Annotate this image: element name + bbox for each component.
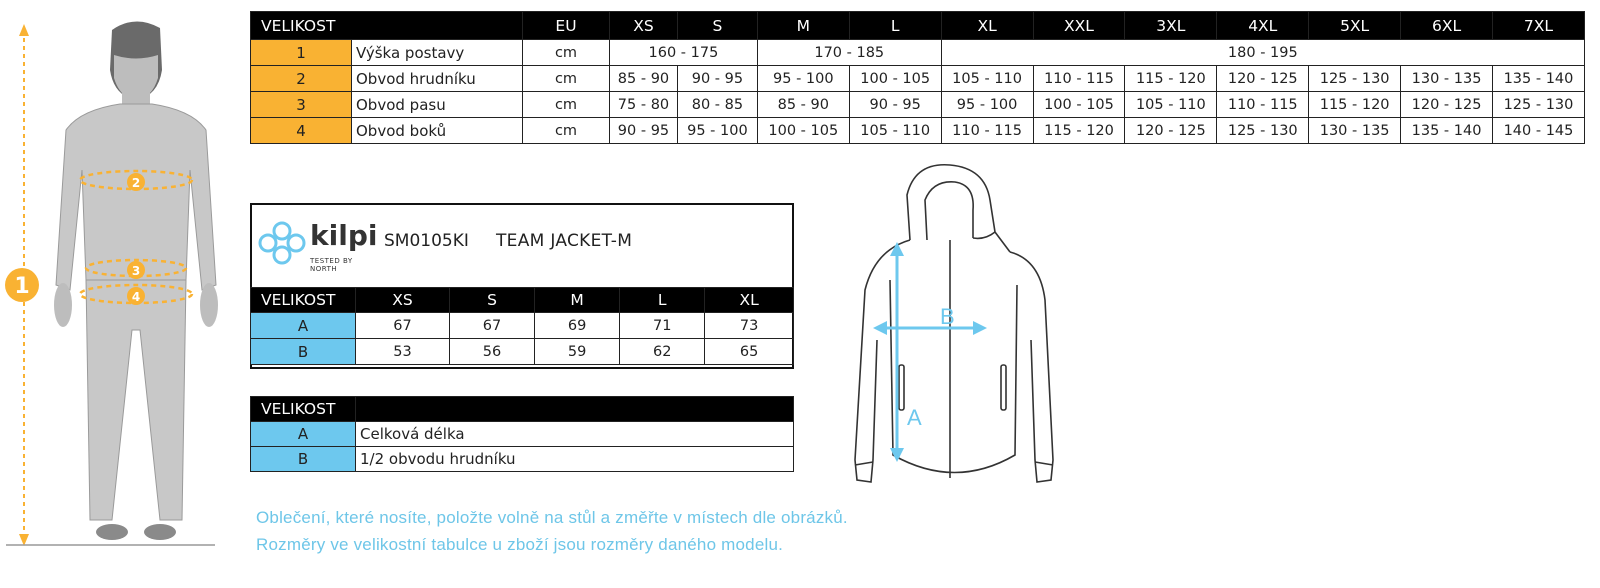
legend-row-b [251,447,794,472]
cell: 140 - 145 [1492,118,1584,144]
row-number: 1 [251,40,352,66]
svg-text:4: 4 [131,290,141,304]
row-label: Výška postavy [352,40,523,66]
cell: 65 [705,339,794,365]
cell: 130 - 135 [1401,66,1493,92]
cell: 90 - 95 [849,92,941,118]
cell: 105 - 110 [1125,92,1217,118]
label-a: A [907,405,922,430]
cell: 110 - 115 [1217,92,1309,118]
cell: 100 - 105 [849,66,941,92]
cell: 125 - 130 [1309,66,1401,92]
jacket-table-header [251,288,794,313]
cell: 67 [449,313,534,339]
cell: 95 - 100 [941,92,1033,118]
header-blank [356,397,794,422]
header-4xl: 4XL [1217,12,1309,40]
cell: 115 - 120 [1309,92,1401,118]
cell: 130 - 135 [1309,118,1401,144]
cell: 115 - 120 [1033,118,1125,144]
cell: 135 - 140 [1401,118,1493,144]
cell: 90 - 95 [610,118,678,144]
size-table-header [251,12,1585,40]
instruction-note-2: Rozměry ve velikostní tabulce u zboží jsou rozměry daného modelu. [256,535,784,554]
row-key: B [251,447,356,472]
cell: 125 - 130 [1217,118,1309,144]
row-number: 3 [251,92,352,118]
jacket-row-a [251,313,794,339]
product-name: TEAM JACKET-M [496,231,633,251]
size-table [250,11,1585,144]
cell: 100 - 105 [757,118,849,144]
size-row-3 [251,92,1585,118]
cell: 95 - 100 [757,66,849,92]
header-eu: EU [523,12,610,40]
cell: 85 - 90 [757,92,849,118]
brand-tagline: TESTED BY NORTH [310,257,353,273]
header-m: M [535,288,620,313]
svg-text:1: 1 [14,274,30,299]
row-number: 4 [251,118,352,144]
jacket-size-table [250,287,794,365]
cell: 115 - 120 [1125,66,1217,92]
header-m: M [757,12,849,40]
svg-text:2: 2 [131,176,141,190]
cell: 59 [535,339,620,365]
header-xl: XL [941,12,1033,40]
legend-text: 1/2 obvodu hrudníku [356,447,794,472]
cell: 73 [705,313,794,339]
header-velikost: VELIKOST [251,288,356,313]
header-l: L [849,12,941,40]
cell: 120 - 125 [1401,92,1493,118]
jacket-diagram [845,160,1065,505]
size-row-2 [251,66,1585,92]
cell: 125 - 130 [1492,92,1584,118]
header-xl: XL [705,288,794,313]
row-unit: cm [523,66,610,92]
header-5xl: 5XL [1309,12,1401,40]
marker-2 [127,173,145,191]
instruction-note-1: Oblečení, které nosíte, položte volně na stůl a změřte v místech dle obrázků. [256,508,848,527]
product-code: SM0105KI [384,231,469,251]
header-velikost: VELIKOST [251,12,523,40]
cell: 120 - 125 [1125,118,1217,144]
marker-4 [127,287,145,305]
cell: 62 [620,339,705,365]
cell: 100 - 105 [1033,92,1125,118]
cell: 56 [449,339,534,365]
size-row-1 [251,40,1585,66]
row-number: 2 [251,66,352,92]
marker-3 [127,261,145,279]
cell: 80 - 85 [677,92,757,118]
body-measurement-figure [0,0,230,588]
cell: 135 - 140 [1492,66,1584,92]
cell: 105 - 110 [941,66,1033,92]
header-6xl: 6XL [1401,12,1493,40]
cell: 53 [356,339,450,365]
knot-icon [256,219,308,267]
legend-table [250,396,794,472]
header-s: S [677,12,757,40]
cell: 90 - 95 [677,66,757,92]
range-xl-7xl: 180 - 195 [941,40,1584,66]
range-xs-s: 160 - 175 [610,40,758,66]
row-unit: cm [523,92,610,118]
brand-logo [256,217,382,273]
brand-name: kilpi [310,219,378,252]
cell: 120 - 125 [1217,66,1309,92]
legend-text: Celková délka [356,422,794,447]
header-s: S [449,288,534,313]
cell: 110 - 115 [1033,66,1125,92]
row-key: A [251,422,356,447]
row-unit: cm [523,40,610,66]
header-xs: XS [356,288,450,313]
range-m-l: 170 - 185 [757,40,941,66]
marker-1 [5,268,39,302]
row-key: B [251,339,356,365]
row-label: Obvod pasu [352,92,523,118]
cell: 71 [620,313,705,339]
row-label: Obvod boků [352,118,523,144]
header-l: L [620,288,705,313]
header-3xl: 3XL [1125,12,1217,40]
header-xxl: XXL [1033,12,1125,40]
cell: 105 - 110 [849,118,941,144]
cell: 85 - 90 [610,66,678,92]
jacket-row-b [251,339,794,365]
label-b: B [940,304,955,329]
size-row-4 [251,118,1585,144]
header-7xl: 7XL [1492,12,1584,40]
cell: 75 - 80 [610,92,678,118]
row-unit: cm [523,118,610,144]
header-velikost: VELIKOST [251,397,356,422]
cell: 110 - 115 [941,118,1033,144]
row-key: A [251,313,356,339]
svg-text:3: 3 [131,264,141,278]
cell: 67 [356,313,450,339]
row-label: Obvod hrudníku [352,66,523,92]
cell: 95 - 100 [677,118,757,144]
legend-header [251,397,794,422]
header-xs: XS [610,12,678,40]
cell: 69 [535,313,620,339]
legend-row-a [251,422,794,447]
